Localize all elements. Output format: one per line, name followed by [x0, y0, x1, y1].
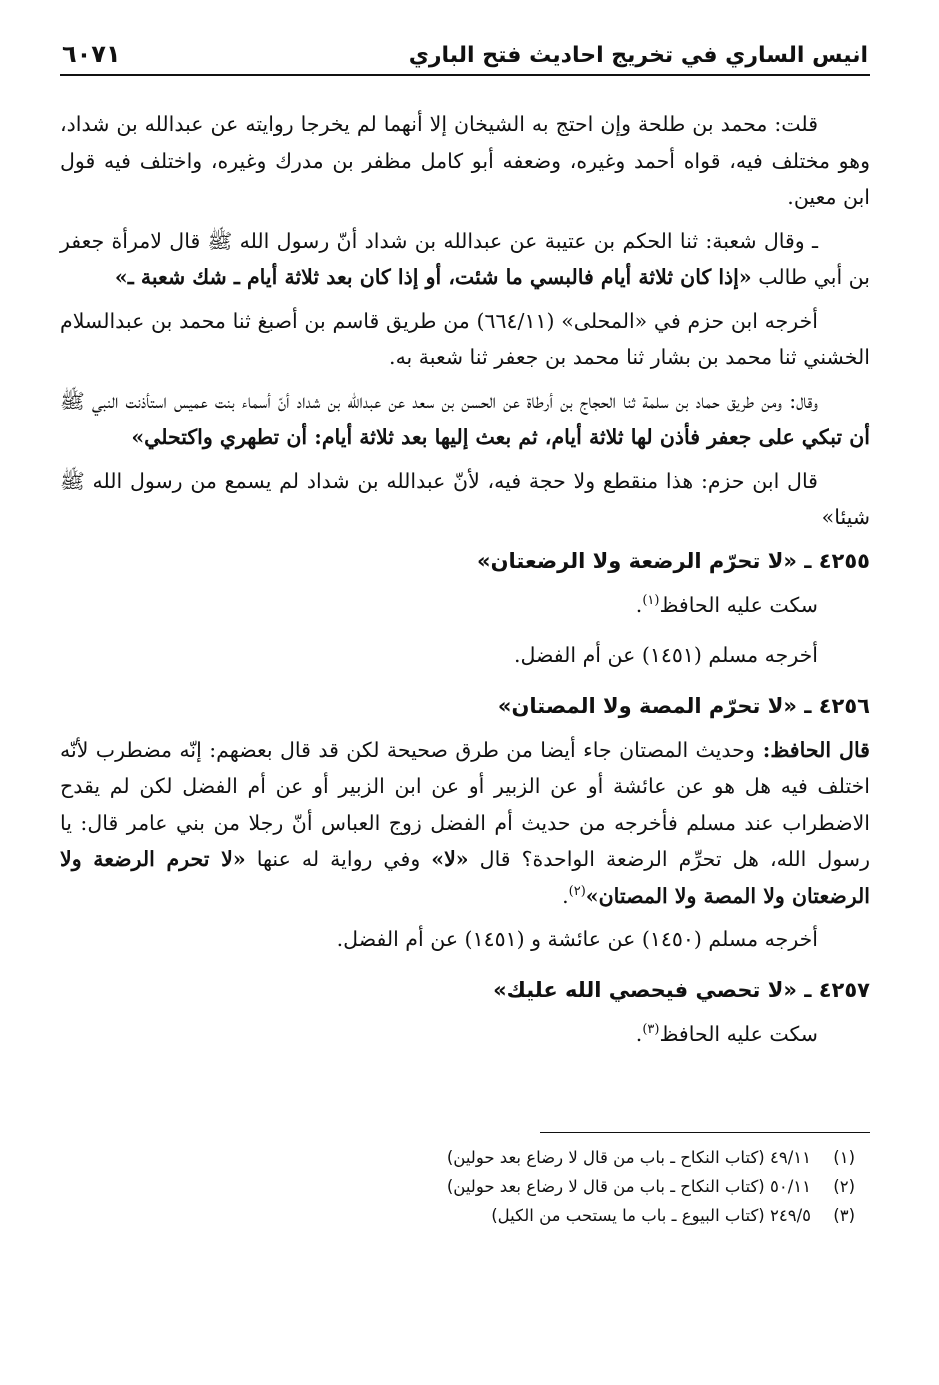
footnote-divider — [540, 1132, 870, 1133]
hadith-quote: «لا تحرم الرضعة ولا الرضعتان ولا المصة ولا المصتان» — [60, 847, 870, 908]
hadith-4255-silent: سكت عليه الحافظ$^{(١)}$. — [635, 592, 818, 617]
silent-note: سكت عليه الحافظ — [659, 1021, 818, 1046]
book-page — [60, 30, 870, 1230]
shuba-narration: ـ وقال شعبة: ثنا الحكم بن عتيبة عن عبدالله بن شداد أنّ رسول الله ﷺ قال لامرأة جعفر بن أبي طالب — [60, 228, 870, 289]
hammad-narration: وقال: ومن طريق حماد بن سلمة ثنا الحجاج بن أرطاة عن الحسن بن سعد عن عبدالله بن شداد أنّ أسماء بنت عميس استأذنت النبي ﷺ — [60, 388, 818, 413]
paragraph-shuba — [60, 223, 870, 296]
footnote-1 — [60, 1143, 870, 1172]
hafiz-label: قال الحافظ: — [754, 737, 870, 762]
hadith-4255-title: ٤٢٥٥ ـ «لا تحرّم الرضعة ولا الرضعتان» — [477, 548, 870, 573]
footnote-number: (٢) — [833, 1177, 855, 1196]
hadith-4256-takhrij: أخرجه مسلم (١٤٥٠) عن عائشة و (١٤٥١) عن أم الفضل. — [336, 927, 818, 951]
book-title: انيس الساري في تخريج احاديث فتح الباري — [408, 43, 868, 68]
hadith-4255-takhrij: أخرجه مسلم (١٤٥١) عن أم الفضل. — [513, 643, 818, 667]
paragraph-ibn-hazm-comment: قال ابن حزم: هذا منقطع ولا حجة فيه، لأنّ عبدالله بن شداد لم يسمع من رسول الله ﷺ شيئا» — [60, 468, 870, 529]
footnote-number: (٣) — [833, 1206, 855, 1225]
hammad-hadith-text: أن تبكي على جعفر فأذن لها ثلاثة أيام، ثم بعث إليها بعد ثلاثة أيام: أن تطهري واكتحلي» — [131, 425, 870, 449]
paragraph-ibn-hazm-takhrij: أخرجه ابن حزم في «المحلى» (٦٦٤/١١) من طريق قاسم بن أصبغ ثنا محمد بن عبدالسلام الخشني ثنا محمد بن بشار ثنا محمد بن جعفر ثنا شعبة به. — [60, 308, 870, 369]
footnote-number: (١) — [833, 1148, 855, 1167]
riwaya-text: وفي رواية له عنها — [245, 847, 432, 871]
page-body — [60, 106, 870, 1230]
hadith-4257-title: ٤٢٥٧ ـ «لا تحصي فيحصي الله عليك» — [493, 977, 870, 1002]
hadith-4257-silent: سكت عليه الحافظ$^{(٣)}$. — [635, 1021, 818, 1046]
footnote-ref[interactable]: (١) — [642, 592, 660, 608]
paragraph-ibn-talha: قلت: محمد بن طلحة وإن احتج به الشيخان إلا أنهما لم يخرجا روايته عن عبدالله بن شداد، وهو مختلف فيه، قواه أحمد وغيره، وضعفه أبو كامل مظفر بن مدرك وغيره، واختلف فيه قول ابن معين. — [60, 112, 870, 209]
footnote-text: ٤٩/١١ (كتاب النكاح ـ باب من قال لا رضاع بعد حولين) — [446, 1148, 811, 1167]
hadith-4256-hafiz: قال الحافظ: وحديث المصتان جاء أيضا من طرق صحيحة لكن قد قال بعضهم: إنّه مضطرب لأنّه اختلف فيه هل هو عن عائشة أو عن الزبير أو عن ابن الزبير أو عن أم الفضل لكن لم يقدح الاضطراب عند مسلم فأخرجه من حديث أم الفضل زوج العباس أنّ رجلا من بني عامر قال: يا رسول الله، هل تحرِّم الرضعة الواحدة؟ قال «لا» وفي رواية له عنها «لا تحرم الرضعة ولا الرضعتان ولا المصة ولا المصتان»$^{(٢)}$. — [60, 737, 870, 908]
silent-note: سكت عليه الحافظ — [659, 592, 818, 617]
footnote-text: ٢٤٩/٥ (كتاب البيوع ـ باب ما يستحب من الكيل) — [491, 1206, 811, 1225]
paragraph-hammad — [60, 383, 870, 456]
footnote-ref[interactable]: (٢) — [568, 883, 586, 899]
hafiz-text: وحديث المصتان جاء أيضا من طرق صحيحة لكن قد قال بعضهم: إنّه مضطرب لأنّه اختلف فيه هل هو عن عائشة أو عن الزبير أو عن ابن الزبير أو عن أم الفضل لكن لم يقدح الاضطراب عند مسلم فأخرجه من حديث أم الفضل زوج العباس أنّ رجلا من بني عامر قال: يا رسول الله، هل تحرِّم الرضعة الواحدة؟ قال — [60, 737, 870, 871]
footnote-3 — [60, 1201, 870, 1230]
footnote-2 — [60, 1172, 870, 1201]
footnote-ref[interactable]: (٣) — [642, 1021, 660, 1037]
footnote-text: ٥٠/١١ (كتاب النكاح ـ باب من قال لا رضاع بعد حولين) — [446, 1177, 811, 1196]
footnotes — [60, 1143, 870, 1230]
hadith-4256-title: ٤٢٥٦ ـ «لا تحرّم المصة ولا المصتان» — [497, 693, 870, 718]
answer-la: «لا» — [431, 847, 469, 871]
page-number: ٦٠٧١ — [62, 40, 121, 68]
running-header — [60, 30, 870, 76]
shuba-hadith-text: «إذا كان ثلاثة أيام فالبسي ما شئت، أو إذا كان بعد ثلاثة أيام ـ شك شعبة ـ» — [114, 265, 752, 289]
